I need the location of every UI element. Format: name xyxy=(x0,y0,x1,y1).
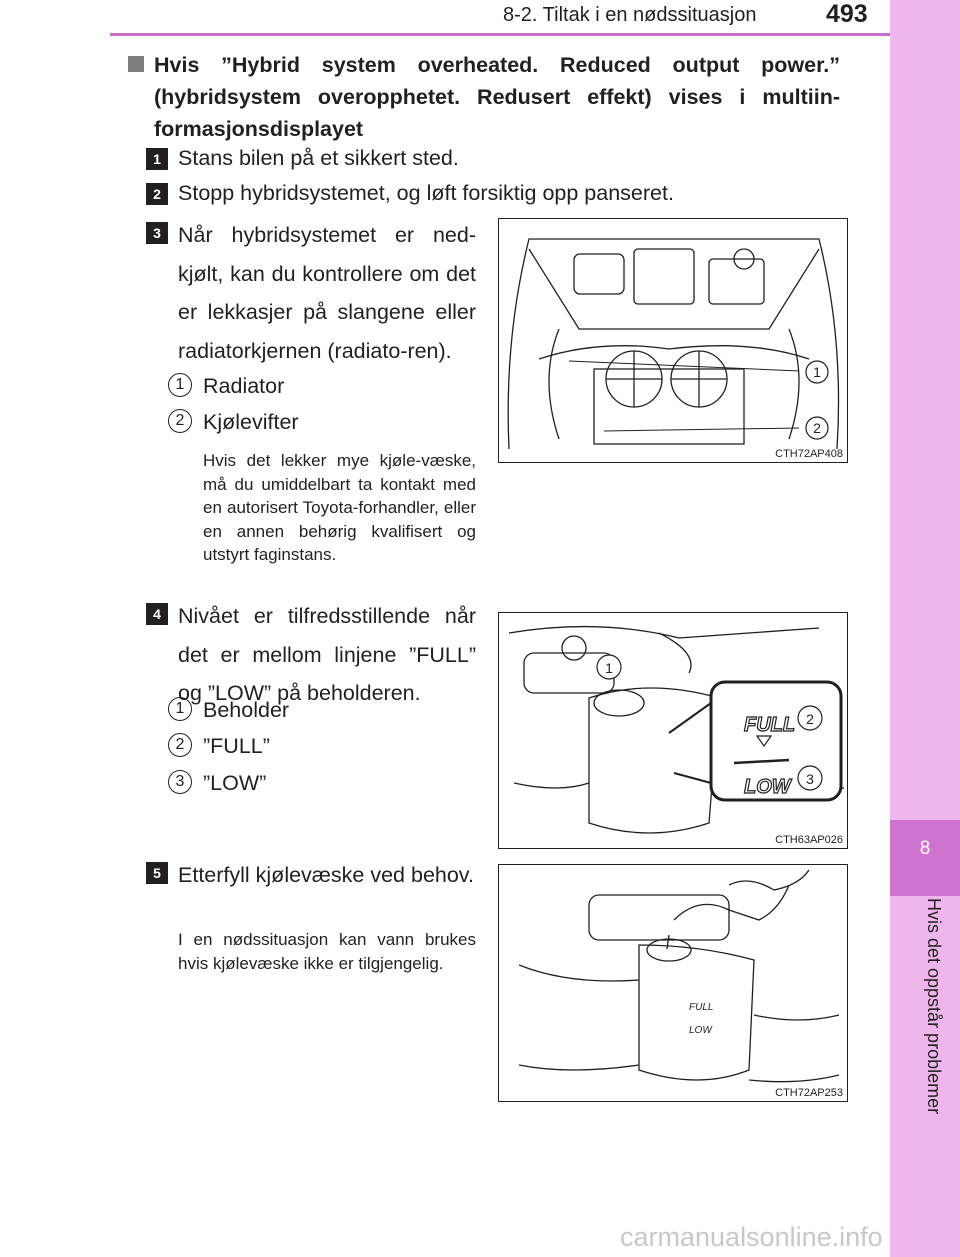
step-text-1: Stans bilen på et sikkert sted. xyxy=(178,146,459,170)
step-number-2: 2 xyxy=(146,183,168,205)
low-mark: LOW xyxy=(744,776,791,798)
step-text-2: Stopp hybridsystemet, og løft forsiktig opp panseret. xyxy=(178,181,674,205)
item-marker-radiator: 1 xyxy=(168,373,192,397)
callout-3: 3 xyxy=(806,771,814,787)
chapter-number: 8 xyxy=(919,838,931,859)
heading-text: Hvis ”Hybrid system overheated. Reduced output power.” (hybridsystem overopphetet. Redusert effekt) vises i multiin-formasjonsdisplayet xyxy=(154,53,840,141)
page-header xyxy=(0,0,890,34)
step-3-note: Hvis det lekker mye kjøle-væske, må du umiddelbart ta kontakt med en autorisert Toyota-forhandler, eller en annen behørig kvalifisert og utstyrt faginstans. xyxy=(203,451,476,564)
item-marker-low: 3 xyxy=(168,770,192,794)
reservoir-illustration xyxy=(499,613,847,848)
refill-figure xyxy=(498,864,848,1102)
figure-code: CTH72AP408 xyxy=(775,448,843,460)
item-label-full: ”FULL” xyxy=(203,734,270,758)
engine-bay-figure xyxy=(498,218,848,463)
step-text-5: Etterfyll kjølevæske ved behov. xyxy=(178,863,474,887)
step-number-4: 4 xyxy=(146,603,168,625)
refill-illustration xyxy=(499,865,847,1101)
full-mark: FULL xyxy=(744,714,796,736)
callout-2: 2 xyxy=(806,711,814,727)
step-number-3: 3 xyxy=(146,222,168,244)
section-title: 8-2. Tiltak i en nødssituasjon xyxy=(503,4,757,26)
item-marker-full: 2 xyxy=(168,733,192,757)
watermark: carmanualsonline.info xyxy=(620,1222,883,1252)
callout-1: 1 xyxy=(813,364,821,380)
callout-2: 2 xyxy=(813,420,821,436)
item-label-reservoir: Beholder xyxy=(203,698,290,722)
full-mark: FULL xyxy=(689,1002,714,1013)
engine-bay-illustration xyxy=(499,219,847,462)
section-heading xyxy=(128,49,840,145)
item-marker-reservoir: 1 xyxy=(168,697,192,721)
step-number-1: 1 xyxy=(146,148,168,170)
item-label-cooling-fans: Kjølevifter xyxy=(203,410,299,434)
low-mark: LOW xyxy=(689,1025,712,1036)
heading-bullet-icon xyxy=(128,56,144,72)
figure-code: CTH63AP026 xyxy=(775,834,843,846)
callout-1: 1 xyxy=(605,660,613,676)
reservoir-figure xyxy=(498,612,848,849)
item-label-low: ”LOW” xyxy=(203,771,267,795)
step-5-note: I en nødssituasjon kan vann brukes hvis kjølevæske ikke er tilgjengelig. xyxy=(178,930,476,973)
figure-code: CTH72AP253 xyxy=(775,1087,843,1099)
step-text-4: Nivået er tilfredsstillende når det er mellom linjene ”FULL” og ”LOW” på beholderen. xyxy=(178,604,476,705)
step-number-5: 5 xyxy=(146,862,168,884)
chapter-tab xyxy=(890,0,960,1257)
page-number: 493 xyxy=(826,0,868,28)
chapter-title: Hvis det oppstår problemer xyxy=(924,898,944,1115)
item-marker-cooling-fans: 2 xyxy=(168,409,192,433)
step-text-3: Når hybridsystemet er ned-kjølt, kan du kontrollere om det er lekkasjer på slangene eller radiatorkjernen (radiato-ren). xyxy=(178,223,476,363)
item-label-radiator: Radiator xyxy=(203,374,285,398)
header-divider xyxy=(110,33,890,36)
